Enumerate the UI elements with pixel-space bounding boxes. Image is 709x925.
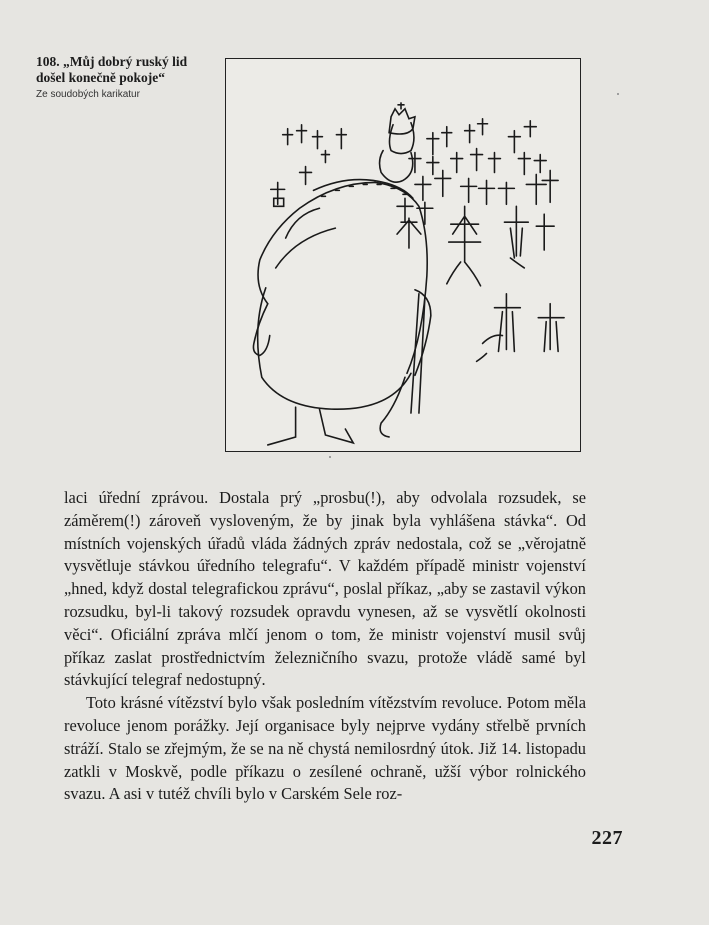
paragraph: laci úřední zprávou. Dostala prý „prosbu(!), aby odvolala rozsudek, se záměrem(!) zároveň vysloveným, že by jinak byla vyhlášena stávka“. Od místních vojenských úřadů vláda žádných zpráv nedostala, což se „věrojatně vysvětluje stávkou úředního telegrafu“. V každém případě ministr vojenství „hned, když dostal telegrafickou zprávu“, poslal příkaz, „aby se zastavil výkon rozsudku, byl-li takový rozsudek opravdu vynesen, až se vysvětlí okolnosti věci“. Oficiální zpráva mlčí jenom o tom, že ministr vojenství musil svůj příkaz zaslat prostřednictvím železničního svazu, protože vládě samé byl stávkující telegraf nedostupný. [64,488,586,690]
print-speck [617,93,619,95]
body-text [64,487,586,806]
page-number: 227 [591,827,623,849]
caption-title: 108. „Můj dobrý ruský lid došel konečně pokoje“ [36,54,188,85]
caricature-drawing [226,59,580,451]
tsar-figure [253,103,430,445]
figure-caption [36,54,216,101]
caption-subtitle: Ze soudobých karikatur [36,89,140,100]
paragraph: Toto krásné vítězství bylo však posledním vítězstvím revoluce. Potom měla revoluce jenom porážky. Její organisace byly nejprve vydány střelbě prvních stráží. Stalo se zřejmým, že se na ně chystá nemilosrdný útok. Již 14. listopadu zatkli v Moskvě, podle příkazu o zesílené ochraně, užší výbor rolnického svazu. A asi v tutéž chvíli bylo v Carském Sele roz- [64,693,586,804]
caricature-illustration [225,58,581,452]
print-speck [329,456,331,458]
